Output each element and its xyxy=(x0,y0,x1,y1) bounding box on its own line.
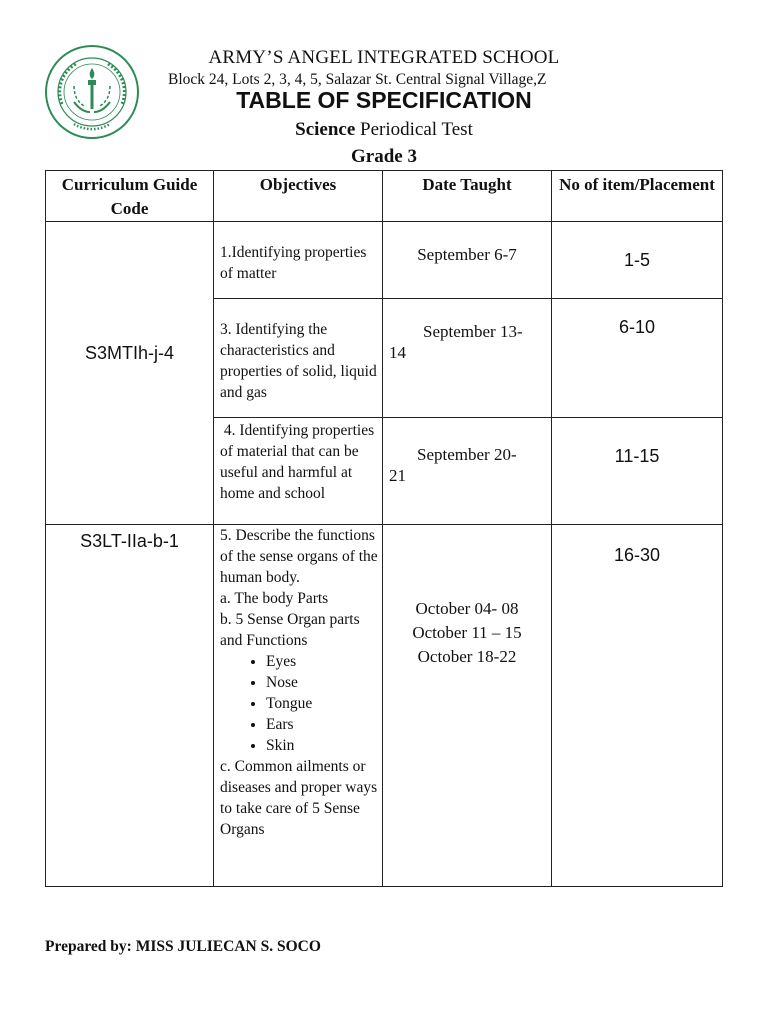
curriculum-code: S3LT-IIa-b-1 xyxy=(46,525,214,887)
grade-level: Grade 3 xyxy=(351,146,417,167)
date-line: October 11 – 15 xyxy=(412,623,522,642)
subtitle xyxy=(0,119,768,141)
sense-organ-list xyxy=(220,651,378,756)
objective-part-a: a. The body Parts xyxy=(220,590,329,607)
header-date: Date Taught xyxy=(383,171,552,222)
preparer-name: MISS JULIECAN S. SOCO xyxy=(135,938,321,955)
date-line: September 20- xyxy=(417,445,517,464)
list-item: • Tongue xyxy=(266,693,378,714)
date-cell xyxy=(383,418,552,525)
header-objectives: Objectives xyxy=(214,171,383,222)
list-item: • Skin xyxy=(266,735,378,756)
date-cell xyxy=(383,299,552,418)
subject: Science xyxy=(295,119,356,140)
table-row xyxy=(46,525,723,887)
curriculum-code: S3MTIh-j-4 xyxy=(46,222,214,525)
prepared-label: Prepared by: xyxy=(45,938,132,955)
date-line: 14 xyxy=(389,343,406,362)
school-name: ARMY’S ANGEL INTEGRATED SCHOOL xyxy=(208,47,560,68)
date-line: October 04- 08 xyxy=(415,599,519,618)
objective-part-c: c. Common ailments or diseases and proper ways to take care of 5 Sense Organs xyxy=(220,758,378,838)
date-line: 21 xyxy=(389,466,406,485)
list-item: • Nose xyxy=(266,672,378,693)
list-item: • Ears xyxy=(266,714,378,735)
date-line: September 13- xyxy=(423,322,523,341)
table-row xyxy=(46,222,723,299)
objective-cell: 1.Identifying properties of matter xyxy=(214,222,383,299)
date-line: October 18-22 xyxy=(417,647,517,666)
test-type: Periodical Test xyxy=(360,119,473,140)
header-items: No of item/Placement xyxy=(552,171,723,222)
document-title: TABLE OF SPECIFICATION xyxy=(236,87,532,113)
header-code: Curriculum Guide Code xyxy=(46,171,214,222)
objective-intro: 5. Describe the functions of the sense organs of the human body. xyxy=(220,527,378,586)
list-item: • Eyes xyxy=(266,651,378,672)
items-cell: 16-30 xyxy=(552,525,723,887)
objective-cell: 3. Identifying the characteristics and properties of solid, liquid and gas xyxy=(214,299,383,418)
date-cell: September 6-7 xyxy=(383,222,552,299)
table-header-row xyxy=(46,171,723,222)
school-address: Block 24, Lots 2, 3, 4, 5, Salazar St. Central Signal Village,Z xyxy=(168,71,547,88)
items-cell: 6-10 xyxy=(552,299,723,418)
items-cell: 1-5 xyxy=(552,222,723,299)
prepared-by xyxy=(45,938,321,956)
items-cell: 11-15 xyxy=(552,418,723,525)
specification-table xyxy=(45,170,723,887)
objective-part-b: b. 5 Sense Organ parts and Functions xyxy=(220,611,360,649)
objective-cell xyxy=(214,525,383,887)
objective-cell: 4. Identifying properties of material that can be useful and harmful at home and school xyxy=(214,418,383,525)
date-cell xyxy=(383,525,552,887)
